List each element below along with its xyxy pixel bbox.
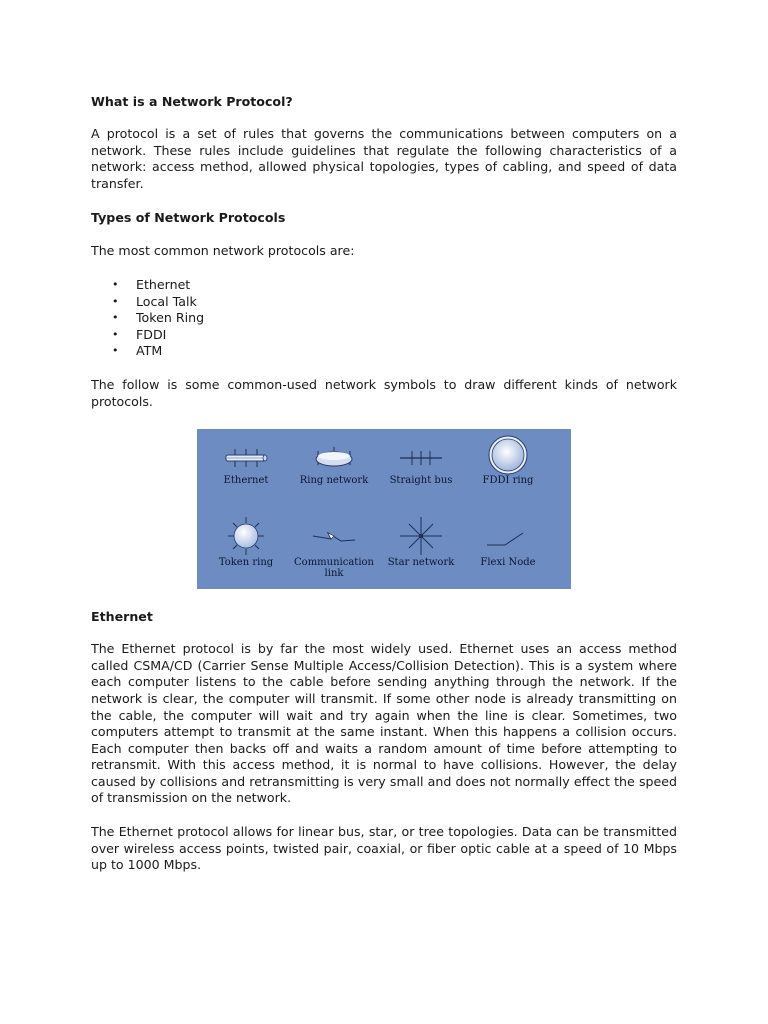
symbol-fddi-ring xyxy=(463,435,553,486)
protocol-list xyxy=(91,277,677,360)
network-symbols-figure xyxy=(197,429,571,589)
symbol-ring-network xyxy=(289,439,379,486)
list-item xyxy=(112,327,677,344)
list-item xyxy=(112,343,677,360)
symbol-label: Token ring xyxy=(218,557,274,569)
straight-bus-icon xyxy=(396,439,446,475)
bullet-icon: • xyxy=(112,311,119,325)
symbol-flexi-node xyxy=(463,515,553,568)
symbol-label: Straight bus xyxy=(389,475,453,487)
symbol-straight-bus xyxy=(376,439,466,486)
symbol-label: Ring network xyxy=(299,475,369,487)
ethernet-icon xyxy=(221,439,271,475)
list-item xyxy=(112,294,677,311)
list-item-label: Ethernet xyxy=(136,276,191,292)
list-item xyxy=(112,310,677,327)
intro-paragraph: A protocol is a set of rules that governs the communications between computers on a network. These rules include guidelines that regulate the following characteristics of a network: access method, allowed physical topologies, types of cabling, and speed of data transfer. xyxy=(91,126,677,191)
protocols-lead-text: The most common network protocols are: xyxy=(91,243,355,259)
ring-network-icon xyxy=(309,439,359,475)
star-network-icon xyxy=(396,515,446,557)
list-item-label: Token Ring xyxy=(136,310,205,326)
symbol-label: Communication xyxy=(294,557,374,569)
bullet-icon: • xyxy=(112,327,119,341)
flexi-node-icon xyxy=(483,515,533,557)
ethernet-paragraph-2: The Ethernet protocol allows for linear bus, star, or tree topologies. Data can be transmitted over wireless access points, twisted pair, coaxial, or fiber optic cable at a speed of 10 Mbps up to 1000 Mbps. xyxy=(91,824,677,873)
symbol-communication-link xyxy=(289,519,379,579)
document-page xyxy=(91,93,677,874)
symbols-intro-paragraph: The follow is some common-used network symbols to draw different kinds of network protocols. xyxy=(91,376,677,409)
fddi-ring-icon xyxy=(483,435,533,475)
symbol-label: Ethernet xyxy=(223,475,269,487)
symbol-token-ring xyxy=(201,515,291,568)
symbol-label: Flexi Node xyxy=(480,557,536,569)
symbol-label: FDDI ring xyxy=(482,475,534,487)
heading-what-is-protocol: What is a Network Protocol? xyxy=(91,94,293,109)
symbol-star-network xyxy=(376,515,466,568)
bullet-icon: • xyxy=(112,277,119,291)
list-item xyxy=(112,277,677,294)
heading-types-of-protocols: Types of Network Protocols xyxy=(91,210,286,226)
lightning-link-icon xyxy=(309,519,359,557)
bullet-icon: • xyxy=(112,294,119,308)
token-ring-icon xyxy=(221,515,271,557)
bullet-icon: • xyxy=(112,344,119,358)
symbol-ethernet xyxy=(201,439,291,486)
list-item-label: ATM xyxy=(136,343,163,359)
list-item-label: FDDI xyxy=(136,326,167,342)
symbol-label: Star network xyxy=(387,557,455,569)
symbol-label: link xyxy=(324,568,344,580)
heading-ethernet: Ethernet xyxy=(91,609,153,625)
list-item-label: Local Talk xyxy=(136,293,197,309)
ethernet-paragraph-1: The Ethernet protocol is by far the most widely used. Ethernet uses an access method called CSMA/CD (Carrier Sense Multiple Access/Collision Detection). This is a system where each computer listens to the cable before sending anything through the network. If the network is clear, the computer will transmit. If some other node is already transmitting on the cable, the computer will wait and try again when the line is clear. Sometimes, two computers attempt to transmit at the same instant. When this happens a collision occurs. Each computer then backs off and waits a random amount of time before attempting to retransmit. With this access method, it is normal to have collisions. However, the delay caused by collisions and retransmitting is very small and does not normally effect the speed of transmission on the network. xyxy=(91,641,677,806)
